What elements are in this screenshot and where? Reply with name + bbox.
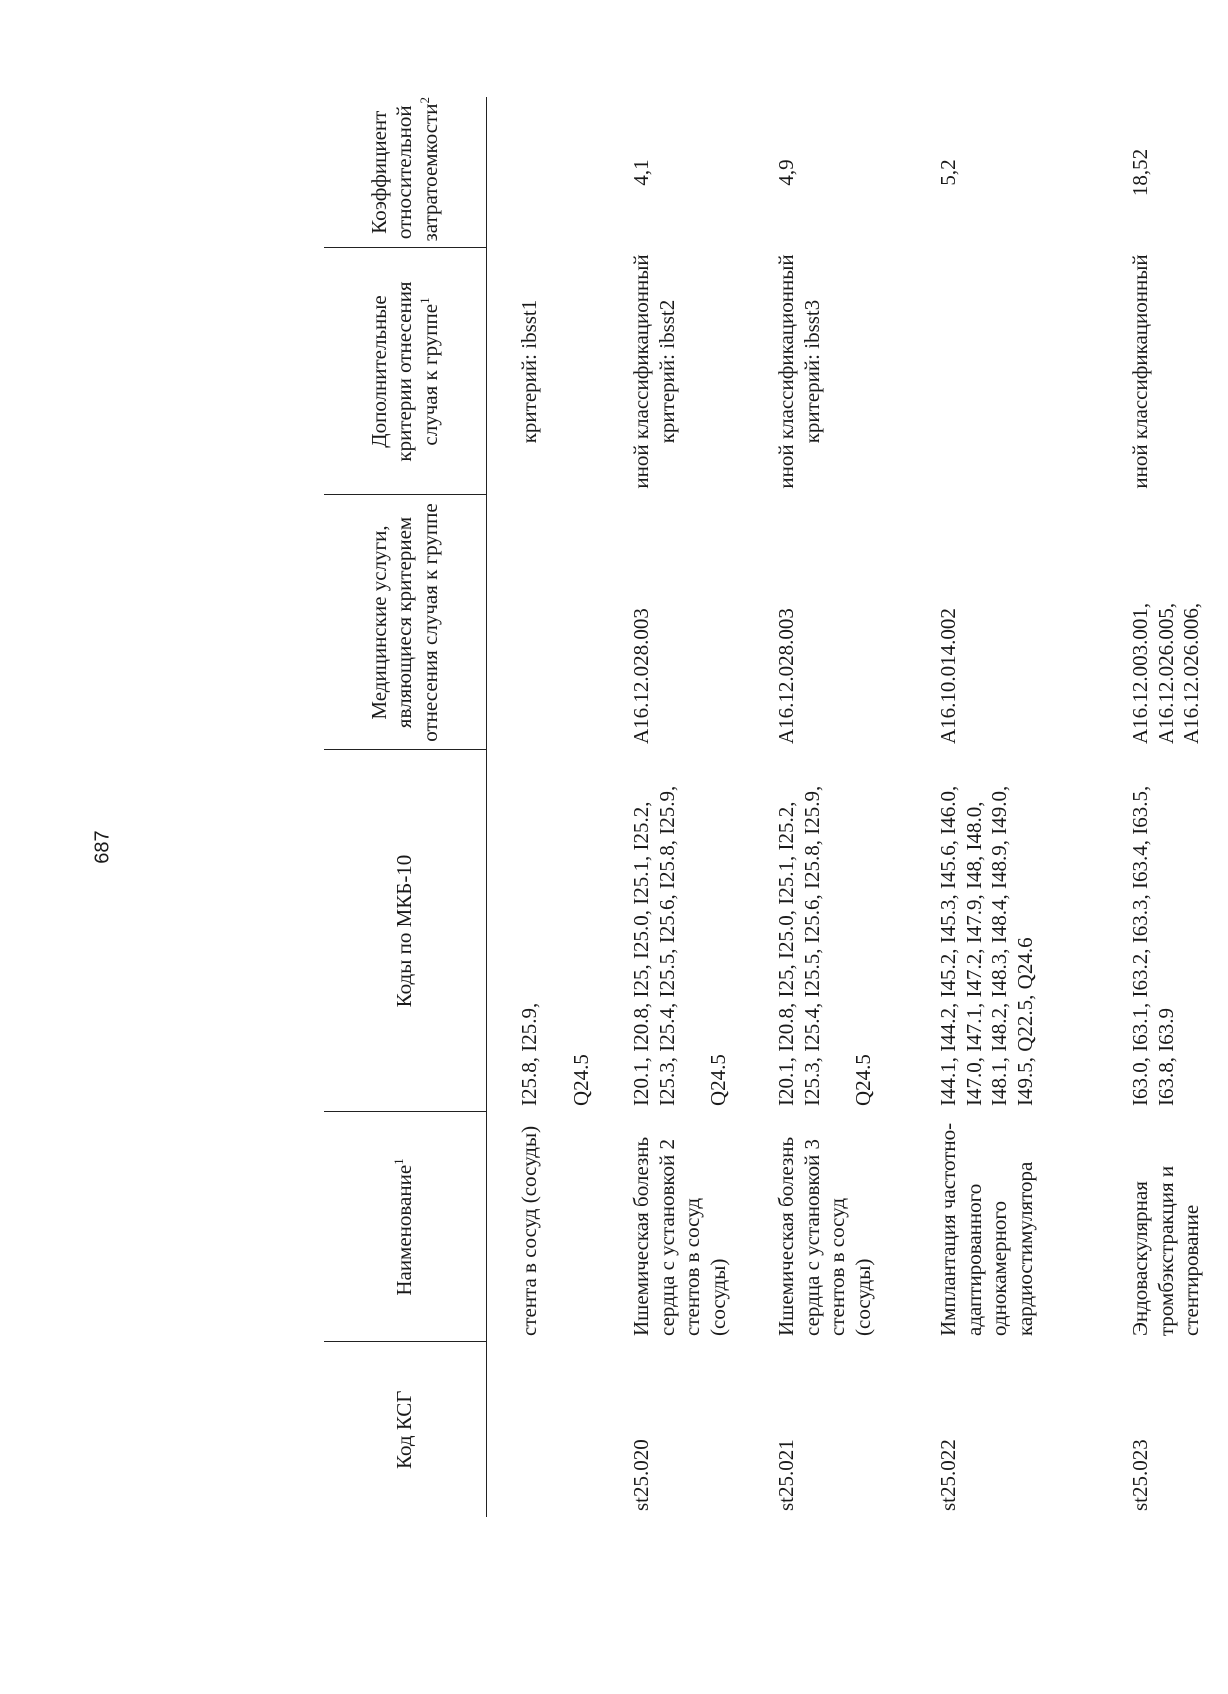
- cell-coef: [487, 97, 630, 248]
- cell-code: st25.021: [774, 1439, 798, 1511]
- cell-coef: 5,2: [936, 159, 960, 186]
- cell-icd: I63.0, I63.1, I63.2, I63.3, I63.4, I63.5, I63.8, I63.9: [1128, 785, 1178, 1106]
- cell-icd: I20.1, I20.8, I25, I25.0, I25.1, I25.2, I25.3, I25.4, I25.5, I25.6, I25.8, I25.9, Q24.5: [629, 750, 774, 1112]
- cell-icd-extra: Q24.5: [568, 1054, 593, 1106]
- cell-name: Имплантация частотно-адаптированного однокамерного кардиостимулятора: [936, 1122, 1037, 1336]
- cell-code: st25.023: [1128, 1439, 1152, 1511]
- cell-name: Эндоваскулярная тромбэкстракция и стентирование: [1128, 1165, 1204, 1336]
- cell-icd: I20.1, I20.8, I25, I25.0, I25.1, I25.2, I25.3, I25.4, I25.5, I25.6, I25.8, I25.9, Q24.5: [774, 750, 936, 1112]
- rotated-table-sheet: [324, 97, 1204, 1517]
- page-number: 687: [91, 830, 114, 864]
- cell-services: A16.12.028.003: [774, 608, 798, 744]
- cell-criteria: критерий: ibsst1: [517, 299, 541, 444]
- cell-icd: I25.8, I25.9, Q24.5: [487, 750, 630, 1112]
- cell-code: st25.022: [936, 1439, 960, 1511]
- cell-criteria: иной классификационный критерий: ibsst3: [774, 254, 824, 489]
- cell-name: Ишемическая болезнь сердца с установкой 2 стентов в сосуд (сосуды): [629, 1136, 730, 1336]
- cell-services: [487, 495, 630, 750]
- header-icd: Коды по МКБ-10: [324, 750, 487, 1112]
- header-code: Код КСГ: [324, 1342, 487, 1517]
- cell-criteria: [936, 248, 1128, 495]
- cell-criteria: иной классификационный: [1128, 254, 1152, 489]
- cell-code: st25.020: [629, 1439, 653, 1511]
- cell-services: A16.12.003.001, A16.12.026.005, A16.12.026.006,: [1128, 602, 1204, 744]
- table-row: [487, 97, 630, 1517]
- table-row: [774, 97, 936, 1517]
- cell-name: стента в сосуд (сосуды): [517, 1125, 541, 1336]
- cell-code: [487, 1342, 630, 1517]
- cell-services: A16.10.014.002: [936, 608, 960, 744]
- cell-coef: 4,1: [629, 159, 653, 186]
- cell-icd: I44.1, I44.2, I45.2, I45.3, I45.6, I46.0, I47.0, I47.1, I47.2, I47.9, I48, I48.0, I48.1, I48.2, I48.3, I48.4, I48.9, I49.0, I49.5, Q22.5, Q24.6: [936, 785, 1037, 1106]
- cell-icd-extra: Q24.5: [706, 1054, 731, 1106]
- ksg-table: [324, 97, 1228, 1517]
- cell-name: Ишемическая болезнь сердца с установкой 3 стентов в сосуд (сосуды): [774, 1136, 875, 1336]
- table-row: [936, 97, 1128, 1517]
- table-row: [629, 97, 774, 1517]
- cell-criteria: иной классификационный критерий: ibsst2: [629, 254, 679, 489]
- header-name: Наименование$^1$: [324, 1112, 487, 1342]
- table-header-row: [324, 97, 487, 1517]
- header-services: Медицинские услуги, являющиеся критерием отнесения случая к группе: [324, 495, 487, 750]
- table-row: [1128, 97, 1228, 1517]
- cell-services: A16.12.028.003: [629, 608, 653, 744]
- cell-coef: 18,52: [1128, 148, 1152, 197]
- cell-coef: 4,9: [774, 159, 798, 186]
- header-criteria: Дополнительные критерии отнесения случая к группе$^1$: [324, 248, 487, 495]
- cell-icd-extra: Q24.5: [851, 1054, 876, 1106]
- header-coef: Коэффициент относительной затратоемкости$^2$: [324, 97, 487, 248]
